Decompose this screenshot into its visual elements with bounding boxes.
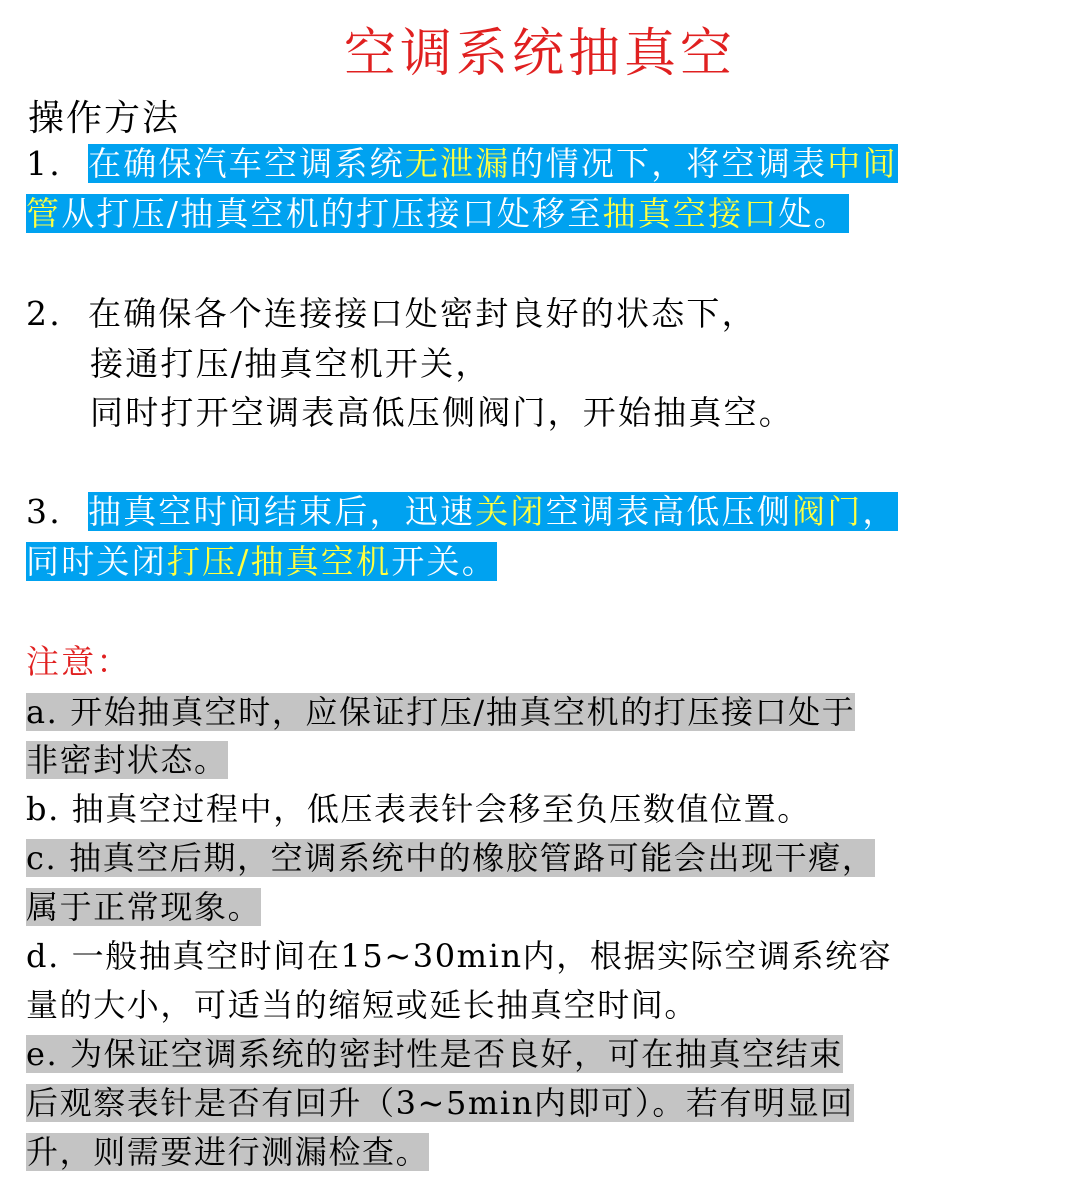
step-3-keyword: 关闭: [475, 492, 546, 531]
step-3-keyword: 阀门: [792, 492, 863, 531]
step-2-line-2: 接通打压/抽真空机开关，: [90, 344, 491, 383]
note-e-line-2: [26, 1081, 854, 1125]
note-a-line-2: [26, 738, 228, 782]
note-e-text: e. 为保证空调系统的密封性是否良好，可在抽真空结束: [26, 1035, 843, 1073]
step-3-highlight: [26, 542, 497, 581]
step-1-text: 在确保汽车空调系统: [88, 144, 405, 183]
step-3-keyword: 打压/抽真空机: [166, 542, 392, 581]
step-1-line-1: [26, 142, 898, 186]
step-1-text: 从打压/抽真空机的打压接口处移至: [61, 194, 603, 233]
note-c-text: 属于正常现象。: [26, 888, 262, 926]
step-1-highlight: [26, 194, 849, 233]
note-d-text: d. 一般抽真空时间在15~30min内，根据实际空调系统容: [26, 937, 893, 975]
note-c-line-1: [26, 836, 875, 880]
step-1-keyword: 中间: [827, 144, 898, 183]
note-e-text: 后观察表针是否有回升（3~5min内即可）。若有明显回: [26, 1084, 854, 1122]
note-b-line-1: [26, 787, 811, 831]
step-1-highlight: [88, 144, 898, 183]
step-3-text: 开关。: [391, 542, 497, 581]
section-heading: 操作方法: [28, 98, 181, 139]
note-a-line-1: [26, 690, 855, 734]
step-3-line-2: [26, 540, 497, 584]
step-3-text: 抽真空时间结束后，迅速: [88, 492, 476, 531]
step-2-number: 2.: [26, 294, 62, 333]
step-1-line-2: [26, 192, 849, 236]
step-3-text: ，: [862, 492, 898, 531]
step-1-text: 的情况下，将空调表: [510, 144, 828, 183]
note-b-text: b. 抽真空过程中，低压表表针会移至负压数值位置。: [26, 790, 811, 828]
step-1-number: 1.: [26, 144, 62, 183]
step-1-keyword: 管: [26, 194, 62, 233]
step-3-line-1: [26, 490, 898, 534]
step-3-number: 3.: [26, 492, 62, 531]
notice-label: 注意：: [26, 642, 132, 681]
note-a-text: 非密封状态。: [26, 741, 228, 779]
page-title: 空调系统抽真空: [343, 24, 736, 84]
note-d-line-1: [26, 934, 892, 978]
note-e-line-1: [26, 1032, 843, 1076]
note-d-text: 量的大小，可适当的缩短或延长抽真空时间。: [26, 986, 699, 1024]
step-2-text: 在确保各个连接接口处密封良好的状态下，: [88, 294, 757, 333]
step-2-line-1: [26, 292, 757, 336]
step-3-highlight: [88, 492, 898, 531]
note-d-line-2: [26, 983, 698, 1027]
step-2-line-3: 同时打开空调表高低压侧阀门，开始抽真空。: [90, 393, 794, 432]
note-e-line-3: [26, 1130, 429, 1174]
step-3-text: 空调表高低压侧: [545, 492, 793, 531]
note-e-text: 升，则需要进行测漏检查。: [26, 1133, 430, 1171]
note-a-text: a. 开始抽真空时，应保证打压/抽真空机的打压接口处于: [26, 693, 856, 731]
note-c-text: c. 抽真空后期，空调系统中的橡胶管路可能会出现干瘪，: [26, 839, 876, 877]
step-3-text: 同时关闭: [26, 542, 167, 581]
step-1-keyword: 无泄漏: [404, 144, 511, 183]
step-1-keyword: 抽真空接口: [602, 194, 779, 233]
note-c-line-2: [26, 885, 261, 929]
step-1-text: 处。: [778, 194, 849, 233]
